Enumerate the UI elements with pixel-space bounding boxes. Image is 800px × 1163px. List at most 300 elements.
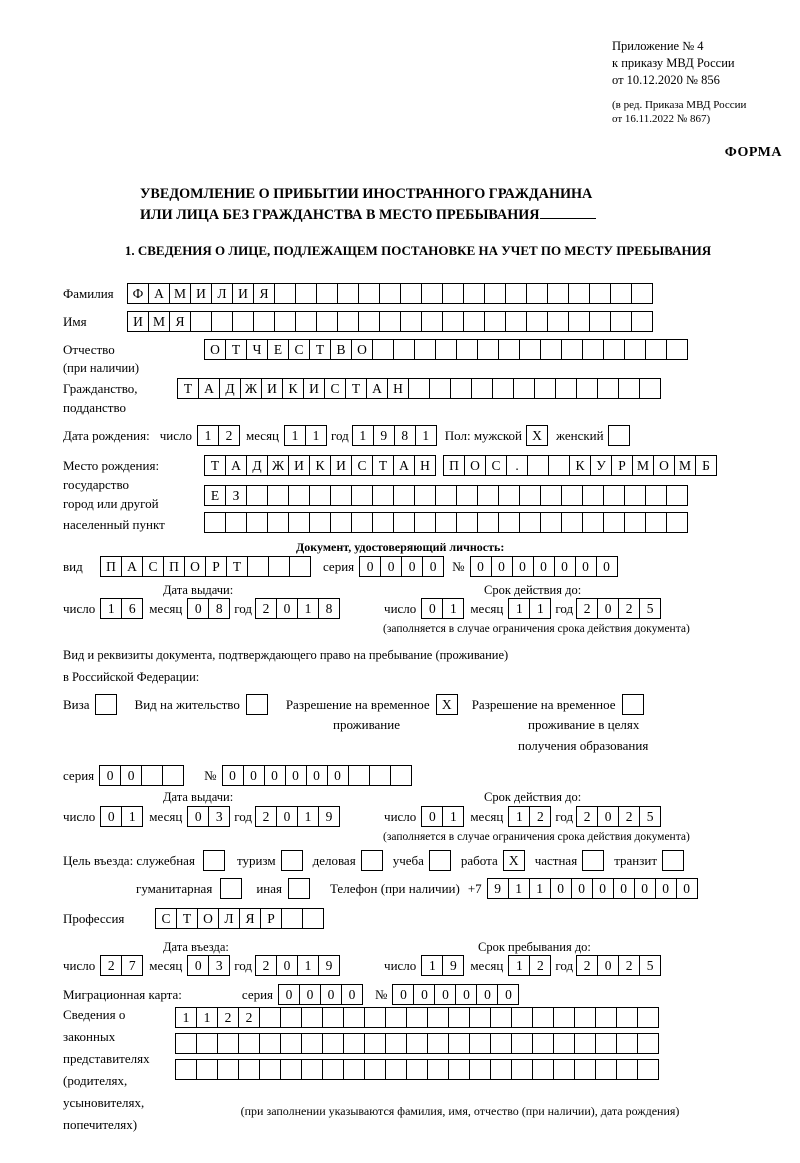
char-cell[interactable] bbox=[618, 378, 640, 399]
char-cell[interactable]: Ж bbox=[267, 455, 289, 476]
char-cell[interactable] bbox=[624, 339, 646, 360]
char-cell[interactable] bbox=[390, 765, 412, 786]
char-cell[interactable] bbox=[232, 311, 254, 332]
char-cell[interactable] bbox=[555, 378, 577, 399]
char-cell[interactable]: 0 bbox=[470, 556, 492, 577]
char-cell[interactable]: 0 bbox=[187, 806, 209, 827]
char-cell[interactable]: М bbox=[674, 455, 696, 476]
char-cell[interactable]: 0 bbox=[276, 598, 298, 619]
char-cell[interactable]: 0 bbox=[421, 806, 443, 827]
char-cell[interactable] bbox=[490, 1033, 512, 1054]
char-cell[interactable] bbox=[505, 283, 527, 304]
char-cell[interactable] bbox=[540, 485, 562, 506]
char-cell[interactable] bbox=[435, 339, 457, 360]
char-cell[interactable]: Т bbox=[177, 378, 199, 399]
char-cell[interactable]: Л bbox=[218, 908, 240, 929]
char-cell[interactable]: 7 bbox=[121, 955, 143, 976]
char-cell[interactable]: Т bbox=[309, 339, 331, 360]
char-cell[interactable] bbox=[469, 1007, 491, 1028]
char-cell[interactable]: Ч bbox=[246, 339, 268, 360]
char-cell[interactable]: Т bbox=[176, 908, 198, 929]
char-cell[interactable] bbox=[379, 283, 401, 304]
char-cell[interactable]: Р bbox=[260, 908, 282, 929]
sex-female-checkbox[interactable] bbox=[608, 425, 630, 446]
char-cell[interactable] bbox=[435, 485, 457, 506]
surname-input[interactable] bbox=[127, 283, 653, 304]
char-cell[interactable] bbox=[289, 556, 311, 577]
char-cell[interactable]: 2 bbox=[217, 1007, 239, 1028]
char-cell[interactable] bbox=[429, 378, 451, 399]
char-cell[interactable]: 1 bbox=[421, 955, 443, 976]
char-cell[interactable]: К bbox=[282, 378, 304, 399]
char-cell[interactable]: 0 bbox=[597, 598, 619, 619]
char-cell[interactable] bbox=[217, 1059, 239, 1080]
char-cell[interactable] bbox=[238, 1059, 260, 1080]
birth-day-input[interactable] bbox=[197, 425, 240, 446]
residence-checkbox[interactable] bbox=[246, 694, 268, 715]
doc-valid-day-input[interactable] bbox=[421, 598, 464, 619]
char-cell[interactable]: К bbox=[309, 455, 331, 476]
char-cell[interactable] bbox=[456, 485, 478, 506]
char-cell[interactable]: 0 bbox=[476, 984, 498, 1005]
char-cell[interactable] bbox=[631, 283, 653, 304]
entry-year-input[interactable] bbox=[255, 955, 340, 976]
char-cell[interactable]: Р bbox=[205, 556, 227, 577]
char-cell[interactable]: Е bbox=[267, 339, 289, 360]
char-cell[interactable]: 0 bbox=[276, 955, 298, 976]
char-cell[interactable]: 2 bbox=[238, 1007, 260, 1028]
char-cell[interactable] bbox=[547, 283, 569, 304]
char-cell[interactable] bbox=[322, 1033, 344, 1054]
char-cell[interactable] bbox=[490, 1059, 512, 1080]
char-cell[interactable]: 2 bbox=[618, 598, 640, 619]
char-cell[interactable]: 0 bbox=[392, 984, 414, 1005]
birth-year-input[interactable] bbox=[352, 425, 437, 446]
name-input[interactable] bbox=[127, 311, 653, 332]
char-cell[interactable]: 2 bbox=[576, 598, 598, 619]
char-cell[interactable]: 0 bbox=[533, 556, 555, 577]
char-cell[interactable]: Т bbox=[345, 378, 367, 399]
char-cell[interactable] bbox=[385, 1059, 407, 1080]
char-cell[interactable]: 0 bbox=[634, 878, 656, 899]
char-cell[interactable] bbox=[162, 765, 184, 786]
char-cell[interactable]: О bbox=[204, 339, 226, 360]
purpose-study-checkbox[interactable] bbox=[429, 850, 451, 871]
char-cell[interactable] bbox=[540, 339, 562, 360]
char-cell[interactable]: Н bbox=[414, 455, 436, 476]
char-cell[interactable] bbox=[414, 339, 436, 360]
purpose-official-checkbox[interactable] bbox=[203, 850, 225, 871]
char-cell[interactable] bbox=[534, 378, 556, 399]
char-cell[interactable]: А bbox=[148, 283, 170, 304]
char-cell[interactable]: 2 bbox=[255, 806, 277, 827]
reps-input-1[interactable] bbox=[175, 1007, 659, 1028]
char-cell[interactable] bbox=[603, 512, 625, 533]
char-cell[interactable] bbox=[427, 1007, 449, 1028]
char-cell[interactable] bbox=[498, 339, 520, 360]
char-cell[interactable]: 2 bbox=[529, 806, 551, 827]
char-cell[interactable]: 9 bbox=[487, 878, 509, 899]
char-cell[interactable] bbox=[505, 311, 527, 332]
char-cell[interactable] bbox=[196, 1059, 218, 1080]
char-cell[interactable] bbox=[645, 339, 667, 360]
stay-valid-year-input[interactable] bbox=[576, 806, 661, 827]
char-cell[interactable]: М bbox=[169, 283, 191, 304]
char-cell[interactable] bbox=[477, 485, 499, 506]
char-cell[interactable] bbox=[406, 1033, 428, 1054]
char-cell[interactable]: В bbox=[330, 339, 352, 360]
char-cell[interactable]: Я bbox=[239, 908, 261, 929]
char-cell[interactable]: С bbox=[324, 378, 346, 399]
char-cell[interactable]: Т bbox=[226, 556, 248, 577]
char-cell[interactable] bbox=[666, 339, 688, 360]
birth-place-city-input[interactable] bbox=[443, 455, 717, 476]
stay-issue-day-input[interactable] bbox=[100, 806, 143, 827]
char-cell[interactable] bbox=[492, 378, 514, 399]
char-cell[interactable] bbox=[490, 1007, 512, 1028]
char-cell[interactable]: 2 bbox=[529, 955, 551, 976]
char-cell[interactable] bbox=[471, 378, 493, 399]
char-cell[interactable] bbox=[561, 339, 583, 360]
char-cell[interactable] bbox=[141, 765, 163, 786]
char-cell[interactable]: 0 bbox=[243, 765, 265, 786]
char-cell[interactable] bbox=[610, 283, 632, 304]
char-cell[interactable]: А bbox=[198, 378, 220, 399]
char-cell[interactable]: 0 bbox=[676, 878, 698, 899]
char-cell[interactable] bbox=[302, 908, 324, 929]
char-cell[interactable] bbox=[547, 311, 569, 332]
char-cell[interactable]: 1 bbox=[197, 425, 219, 446]
phone-input[interactable] bbox=[487, 878, 698, 899]
char-cell[interactable]: 2 bbox=[618, 955, 640, 976]
citizenship-input[interactable] bbox=[177, 378, 661, 399]
char-cell[interactable] bbox=[498, 512, 520, 533]
char-cell[interactable]: 0 bbox=[320, 984, 342, 1005]
char-cell[interactable]: 0 bbox=[401, 556, 423, 577]
char-cell[interactable] bbox=[561, 485, 583, 506]
char-cell[interactable] bbox=[463, 283, 485, 304]
entry-day-input[interactable] bbox=[100, 955, 143, 976]
char-cell[interactable]: 2 bbox=[576, 806, 598, 827]
char-cell[interactable]: 0 bbox=[380, 556, 402, 577]
char-cell[interactable]: 9 bbox=[373, 425, 395, 446]
char-cell[interactable] bbox=[616, 1033, 638, 1054]
patronymic-input[interactable] bbox=[204, 339, 688, 360]
char-cell[interactable] bbox=[309, 485, 331, 506]
char-cell[interactable]: 0 bbox=[285, 765, 307, 786]
char-cell[interactable] bbox=[484, 311, 506, 332]
doc-issue-month-input[interactable] bbox=[187, 598, 230, 619]
char-cell[interactable] bbox=[301, 1033, 323, 1054]
char-cell[interactable]: К bbox=[569, 455, 591, 476]
stay-issue-year-input[interactable] bbox=[255, 806, 340, 827]
char-cell[interactable]: 1 bbox=[305, 425, 327, 446]
char-cell[interactable]: 1 bbox=[529, 598, 551, 619]
char-cell[interactable]: П bbox=[163, 556, 185, 577]
char-cell[interactable] bbox=[595, 1033, 617, 1054]
char-cell[interactable] bbox=[532, 1059, 554, 1080]
char-cell[interactable] bbox=[421, 311, 443, 332]
char-cell[interactable] bbox=[247, 556, 269, 577]
char-cell[interactable] bbox=[427, 1033, 449, 1054]
char-cell[interactable]: И bbox=[127, 311, 149, 332]
mig-series-input[interactable] bbox=[278, 984, 363, 1005]
char-cell[interactable] bbox=[568, 311, 590, 332]
char-cell[interactable] bbox=[372, 485, 394, 506]
char-cell[interactable] bbox=[280, 1033, 302, 1054]
char-cell[interactable]: Е bbox=[204, 485, 226, 506]
char-cell[interactable] bbox=[372, 512, 394, 533]
char-cell[interactable]: С bbox=[288, 339, 310, 360]
char-cell[interactable] bbox=[576, 378, 598, 399]
entry-month-input[interactable] bbox=[187, 955, 230, 976]
char-cell[interactable] bbox=[246, 512, 268, 533]
char-cell[interactable] bbox=[288, 512, 310, 533]
purpose-humanitarian-checkbox[interactable] bbox=[220, 878, 242, 899]
char-cell[interactable] bbox=[267, 485, 289, 506]
char-cell[interactable]: П bbox=[443, 455, 465, 476]
char-cell[interactable]: Ф bbox=[127, 283, 149, 304]
char-cell[interactable] bbox=[582, 339, 604, 360]
stay-issue-month-input[interactable] bbox=[187, 806, 230, 827]
char-cell[interactable] bbox=[225, 512, 247, 533]
char-cell[interactable] bbox=[639, 378, 661, 399]
char-cell[interactable]: 1 bbox=[442, 598, 464, 619]
char-cell[interactable]: 0 bbox=[575, 556, 597, 577]
sex-male-checkbox[interactable]: Х bbox=[526, 425, 548, 446]
char-cell[interactable]: 2 bbox=[618, 806, 640, 827]
char-cell[interactable]: 3 bbox=[208, 955, 230, 976]
char-cell[interactable] bbox=[519, 339, 541, 360]
birth-place-city-input-3[interactable] bbox=[204, 512, 688, 533]
char-cell[interactable] bbox=[666, 512, 688, 533]
char-cell[interactable]: 0 bbox=[341, 984, 363, 1005]
char-cell[interactable] bbox=[442, 311, 464, 332]
char-cell[interactable] bbox=[574, 1033, 596, 1054]
char-cell[interactable] bbox=[351, 512, 373, 533]
char-cell[interactable]: 1 bbox=[100, 598, 122, 619]
char-cell[interactable]: 1 bbox=[352, 425, 374, 446]
char-cell[interactable]: 0 bbox=[491, 556, 513, 577]
char-cell[interactable]: 1 bbox=[175, 1007, 197, 1028]
char-cell[interactable]: 0 bbox=[276, 806, 298, 827]
char-cell[interactable]: 6 bbox=[121, 598, 143, 619]
char-cell[interactable] bbox=[448, 1033, 470, 1054]
char-cell[interactable]: И bbox=[190, 283, 212, 304]
char-cell[interactable] bbox=[190, 311, 212, 332]
char-cell[interactable] bbox=[498, 485, 520, 506]
char-cell[interactable]: И bbox=[232, 283, 254, 304]
char-cell[interactable] bbox=[393, 485, 415, 506]
char-cell[interactable] bbox=[301, 1059, 323, 1080]
char-cell[interactable] bbox=[385, 1033, 407, 1054]
char-cell[interactable]: 1 bbox=[297, 955, 319, 976]
doc-number-input[interactable] bbox=[470, 556, 618, 577]
char-cell[interactable] bbox=[330, 485, 352, 506]
char-cell[interactable]: Л bbox=[211, 283, 233, 304]
char-cell[interactable] bbox=[358, 283, 380, 304]
char-cell[interactable] bbox=[364, 1033, 386, 1054]
char-cell[interactable]: 8 bbox=[394, 425, 416, 446]
char-cell[interactable] bbox=[442, 283, 464, 304]
reps-input-3[interactable] bbox=[175, 1059, 659, 1080]
char-cell[interactable]: С bbox=[142, 556, 164, 577]
purpose-transit-checkbox[interactable] bbox=[662, 850, 684, 871]
char-cell[interactable]: 1 bbox=[529, 878, 551, 899]
char-cell[interactable] bbox=[351, 485, 373, 506]
char-cell[interactable]: М bbox=[632, 455, 654, 476]
doc-issue-year-input[interactable] bbox=[255, 598, 340, 619]
char-cell[interactable] bbox=[364, 1007, 386, 1028]
char-cell[interactable] bbox=[274, 311, 296, 332]
char-cell[interactable]: А bbox=[393, 455, 415, 476]
profession-input[interactable] bbox=[155, 908, 324, 929]
char-cell[interactable] bbox=[637, 1059, 659, 1080]
char-cell[interactable]: И bbox=[303, 378, 325, 399]
birth-place-city-input-2[interactable] bbox=[204, 485, 688, 506]
char-cell[interactable] bbox=[582, 485, 604, 506]
char-cell[interactable] bbox=[511, 1033, 533, 1054]
char-cell[interactable]: А bbox=[121, 556, 143, 577]
char-cell[interactable]: 0 bbox=[120, 765, 142, 786]
char-cell[interactable]: 0 bbox=[413, 984, 435, 1005]
char-cell[interactable] bbox=[456, 512, 478, 533]
char-cell[interactable] bbox=[369, 765, 391, 786]
char-cell[interactable] bbox=[400, 283, 422, 304]
char-cell[interactable]: 0 bbox=[359, 556, 381, 577]
char-cell[interactable]: И bbox=[261, 378, 283, 399]
birth-place-state-input[interactable] bbox=[204, 455, 436, 476]
char-cell[interactable] bbox=[427, 1059, 449, 1080]
mig-number-input[interactable] bbox=[392, 984, 519, 1005]
char-cell[interactable] bbox=[393, 512, 415, 533]
char-cell[interactable] bbox=[316, 283, 338, 304]
char-cell[interactable]: 2 bbox=[255, 955, 277, 976]
char-cell[interactable] bbox=[217, 1033, 239, 1054]
char-cell[interactable]: С bbox=[155, 908, 177, 929]
char-cell[interactable]: Т bbox=[204, 455, 226, 476]
char-cell[interactable] bbox=[414, 485, 436, 506]
char-cell[interactable]: 1 bbox=[121, 806, 143, 827]
char-cell[interactable]: 8 bbox=[208, 598, 230, 619]
char-cell[interactable]: 1 bbox=[297, 598, 319, 619]
char-cell[interactable]: 0 bbox=[421, 598, 443, 619]
char-cell[interactable] bbox=[343, 1007, 365, 1028]
char-cell[interactable] bbox=[637, 1033, 659, 1054]
char-cell[interactable] bbox=[532, 1007, 554, 1028]
char-cell[interactable]: 0 bbox=[187, 955, 209, 976]
char-cell[interactable] bbox=[301, 1007, 323, 1028]
char-cell[interactable]: 0 bbox=[592, 878, 614, 899]
char-cell[interactable] bbox=[406, 1059, 428, 1080]
char-cell[interactable]: 0 bbox=[550, 878, 572, 899]
char-cell[interactable]: 5 bbox=[639, 955, 661, 976]
char-cell[interactable]: 0 bbox=[278, 984, 300, 1005]
char-cell[interactable]: 2 bbox=[576, 955, 598, 976]
char-cell[interactable] bbox=[259, 1007, 281, 1028]
char-cell[interactable] bbox=[343, 1059, 365, 1080]
char-cell[interactable] bbox=[316, 311, 338, 332]
char-cell[interactable] bbox=[469, 1059, 491, 1080]
char-cell[interactable] bbox=[548, 455, 570, 476]
char-cell[interactable] bbox=[513, 378, 535, 399]
char-cell[interactable] bbox=[175, 1033, 197, 1054]
char-cell[interactable] bbox=[309, 512, 331, 533]
char-cell[interactable]: 1 bbox=[508, 806, 530, 827]
char-cell[interactable] bbox=[337, 283, 359, 304]
char-cell[interactable] bbox=[532, 1033, 554, 1054]
char-cell[interactable] bbox=[519, 512, 541, 533]
purpose-tourism-checkbox[interactable] bbox=[281, 850, 303, 871]
visa-checkbox[interactable] bbox=[95, 694, 117, 715]
stay-valid-day-input[interactable] bbox=[421, 806, 464, 827]
char-cell[interactable]: З bbox=[225, 485, 247, 506]
char-cell[interactable]: 0 bbox=[100, 806, 122, 827]
char-cell[interactable] bbox=[267, 512, 289, 533]
char-cell[interactable]: И bbox=[288, 455, 310, 476]
char-cell[interactable] bbox=[435, 512, 457, 533]
char-cell[interactable]: И bbox=[330, 455, 352, 476]
char-cell[interactable]: О bbox=[351, 339, 373, 360]
char-cell[interactable]: 0 bbox=[434, 984, 456, 1005]
char-cell[interactable] bbox=[574, 1007, 596, 1028]
char-cell[interactable] bbox=[637, 1007, 659, 1028]
char-cell[interactable] bbox=[274, 283, 296, 304]
char-cell[interactable] bbox=[610, 311, 632, 332]
char-cell[interactable] bbox=[450, 378, 472, 399]
char-cell[interactable] bbox=[204, 512, 226, 533]
char-cell[interactable]: Д bbox=[219, 378, 241, 399]
char-cell[interactable]: О bbox=[197, 908, 219, 929]
char-cell[interactable]: 3 bbox=[208, 806, 230, 827]
reps-input-2[interactable] bbox=[175, 1033, 659, 1054]
char-cell[interactable] bbox=[246, 485, 268, 506]
stay-valid-month-input[interactable] bbox=[508, 806, 551, 827]
char-cell[interactable]: 0 bbox=[327, 765, 349, 786]
char-cell[interactable] bbox=[414, 512, 436, 533]
char-cell[interactable] bbox=[211, 311, 233, 332]
char-cell[interactable] bbox=[175, 1059, 197, 1080]
char-cell[interactable] bbox=[645, 512, 667, 533]
char-cell[interactable]: 9 bbox=[318, 806, 340, 827]
char-cell[interactable] bbox=[259, 1059, 281, 1080]
char-cell[interactable]: 1 bbox=[508, 598, 530, 619]
stay-day-input[interactable] bbox=[421, 955, 464, 976]
purpose-work-checkbox[interactable]: Х bbox=[503, 850, 525, 871]
char-cell[interactable] bbox=[322, 1007, 344, 1028]
char-cell[interactable] bbox=[582, 512, 604, 533]
stay-number-input[interactable] bbox=[222, 765, 412, 786]
char-cell[interactable]: Д bbox=[246, 455, 268, 476]
char-cell[interactable]: Н bbox=[387, 378, 409, 399]
char-cell[interactable]: 0 bbox=[554, 556, 576, 577]
char-cell[interactable]: 1 bbox=[284, 425, 306, 446]
char-cell[interactable]: Ж bbox=[240, 378, 262, 399]
char-cell[interactable] bbox=[526, 283, 548, 304]
char-cell[interactable] bbox=[616, 1007, 638, 1028]
char-cell[interactable] bbox=[421, 283, 443, 304]
char-cell[interactable]: 2 bbox=[255, 598, 277, 619]
char-cell[interactable]: 0 bbox=[597, 806, 619, 827]
char-cell[interactable] bbox=[469, 1033, 491, 1054]
char-cell[interactable]: 8 bbox=[318, 598, 340, 619]
doc-series-input[interactable] bbox=[359, 556, 444, 577]
char-cell[interactable] bbox=[463, 311, 485, 332]
purpose-business-checkbox[interactable] bbox=[361, 850, 383, 871]
char-cell[interactable]: П bbox=[100, 556, 122, 577]
char-cell[interactable]: 0 bbox=[187, 598, 209, 619]
char-cell[interactable] bbox=[448, 1007, 470, 1028]
